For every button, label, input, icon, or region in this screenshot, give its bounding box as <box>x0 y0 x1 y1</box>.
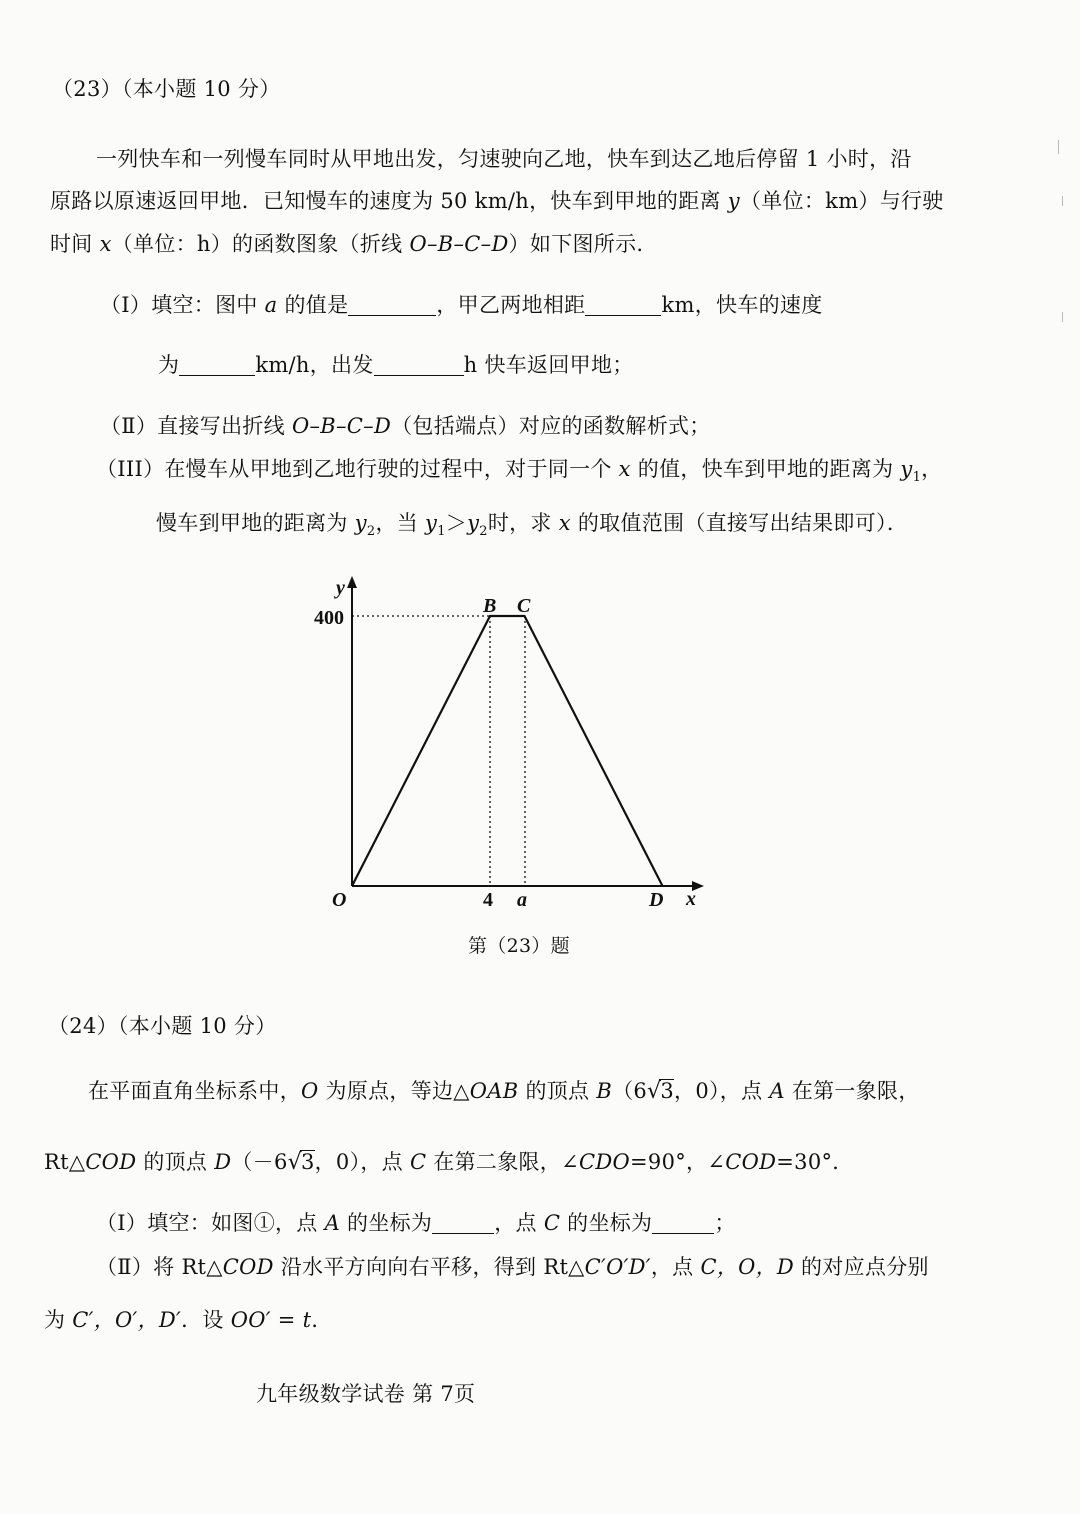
q24-part1-text-a: （Ⅰ）填空：如图①，点 <box>96 1211 325 1235</box>
q23-p3-polyline: O–B–C–D <box>409 232 509 256</box>
q23-part3-var-x: x <box>618 457 631 481</box>
sqrt-radicand: 3 <box>660 1079 675 1103</box>
q24-part1-text-d: 的坐标为 <box>560 1211 653 1235</box>
q24-paragraph-line-1 <box>88 1076 920 1107</box>
q23-part3-cmp-y1: y <box>425 511 438 535</box>
q24-p1-text-b: 为原点，等边△ <box>318 1079 470 1103</box>
q23-part3-cmp-sub-2: 2 <box>479 524 488 539</box>
point-d-label: D <box>649 889 664 911</box>
q23-part2-rest: （包括端点）对应的函数解析式； <box>391 414 711 438</box>
q24-triangle-cod: COD <box>85 1150 137 1174</box>
q23-p3-var-x: x <box>99 232 112 256</box>
q23-p2-text-b: （单位：km）与行驶 <box>739 189 944 213</box>
q24-part2-text-e: 为 <box>44 1308 73 1332</box>
q24-p2-text-d: ，0），点 <box>314 1150 410 1174</box>
polyline-o-b-c-d <box>352 616 663 886</box>
sqrt-symbol: √ <box>647 1079 662 1104</box>
q23-part3-var-y2: y <box>354 511 367 535</box>
q24-part2-text-g: = <box>270 1308 303 1332</box>
q23-part3-text-d: 的取值范围（直接写出结果即可）． <box>570 511 909 535</box>
q24-part2-text-f: ．设 <box>181 1308 231 1332</box>
scan-mark <box>1058 140 1059 154</box>
q24-p2-text-a: Rt△ <box>44 1150 86 1174</box>
q23-part3-text-b: ，当 <box>375 511 426 535</box>
q24-part2-oo-prime: OO′ <box>230 1308 271 1332</box>
q23-p2-text-a: 原路以原速返回甲地．已知慢车的速度为 50 km/h，快车到甲地的距离 <box>50 189 728 213</box>
q24-var-d: D <box>214 1150 232 1174</box>
q24-p1-text-d: （6 <box>612 1079 648 1103</box>
q23-part1-text-3: km，快车的速度 <box>661 293 823 317</box>
y-axis-label: y <box>336 577 345 599</box>
q24-part1-text-e: ； <box>714 1211 736 1235</box>
q24-part1-var-a: A <box>324 1211 341 1235</box>
q23-paragraph-line-1: 一列快车和一列慢车同时从甲地出发，匀速驶向乙地，快车到达乙地后停留 1 小时，沿 <box>96 147 912 171</box>
q24-var-o: O <box>301 1079 319 1103</box>
q24-part2-triangle-prime: C′O′D′ <box>584 1255 651 1279</box>
q23-p3-text-c: ）如下图所示. <box>508 232 644 256</box>
q24-part2-text-a: （Ⅱ）将 Rt△ <box>96 1255 223 1279</box>
q23-part1-label: （Ⅰ）填空：图中 <box>100 293 265 317</box>
q24-header: （24）（本小题 10 分） <box>48 1014 277 1038</box>
q24-p1-text-f: 在第一象限， <box>784 1079 920 1103</box>
q23-p2-var-y: y <box>727 189 740 213</box>
q24-part2-line-2 <box>44 1305 333 1335</box>
q23-p3-text-a: 时间 <box>50 232 100 256</box>
q23-part1-var-a: a <box>264 293 278 317</box>
q24-part2-line-1 <box>96 1252 929 1282</box>
point-b-label: B <box>483 595 497 617</box>
q24-p2-text-f: =90°，∠ <box>630 1150 726 1174</box>
q24-p2-text-g: =30°． <box>776 1150 854 1174</box>
q23-part3-text-c: 时，求 <box>487 511 559 535</box>
q24-triangle-oab: OAB <box>469 1079 519 1103</box>
sqrt-radicand-2: 3 <box>300 1150 315 1174</box>
x-axis-label: x <box>686 888 696 910</box>
q23-part3-sub-2: 2 <box>366 524 376 539</box>
q24-paragraph-line-2 <box>44 1147 854 1178</box>
q24-part1-text-b: 的坐标为 <box>340 1211 433 1235</box>
q24-part2-text-c: ，点 <box>650 1255 701 1279</box>
q23-part1-text-4: 为 <box>158 353 180 377</box>
q24-p2-text-b: 的顶点 <box>136 1150 215 1174</box>
q23-part3-cmp-y2: y <box>467 511 480 535</box>
scan-mark <box>1062 196 1063 206</box>
q24-part1-text-c: ，点 <box>494 1211 544 1235</box>
q24-var-b: B <box>596 1079 613 1103</box>
q23-part1-text-5: km/h，出发 <box>255 353 374 377</box>
point-c-label: C <box>517 595 531 617</box>
q24-part2-text-d: 的对应点分别 <box>794 1255 929 1279</box>
q24-part2-prime-points: C′，O′，D′ <box>72 1308 182 1332</box>
q23-header: （23）（本小题 10 分） <box>52 77 281 101</box>
scan-mark <box>1062 312 1063 322</box>
q23-part3-var-x2: x <box>558 511 571 535</box>
figure-caption: 第（23）题 <box>468 935 570 957</box>
q24-part2-text-h: ． <box>311 1308 333 1332</box>
q24-angle-cdo: CDO <box>579 1150 631 1174</box>
q24-p1-text-c: 的顶点 <box>518 1079 597 1103</box>
q24-var-c: C <box>409 1150 427 1174</box>
q23-part1-text-2: ，甲乙两地相距 <box>436 293 586 317</box>
q24-angle-cod: COD <box>725 1150 777 1174</box>
q24-part1-var-c: C <box>543 1211 561 1235</box>
y-tick-400: 400 <box>314 607 344 629</box>
q24-part2-text-b: 沿水平方向向右平移，得到 Rt△ <box>273 1255 585 1279</box>
q24-var-a: A <box>769 1079 785 1103</box>
q23-part3-label: （III）在慢车从甲地到乙地行驶的过程中，对于同一个 <box>96 457 619 481</box>
q23-p3-text-b: （单位：h）的函数图象（折线 <box>111 232 410 256</box>
q24-part1 <box>96 1208 736 1238</box>
answer-blank-point-a[interactable] <box>432 1211 494 1234</box>
q23-part2-label: （Ⅱ）直接写出折线 <box>100 414 292 438</box>
origin-label: O <box>332 889 347 911</box>
x-tick-a: a <box>517 889 527 911</box>
q24-p2-text-c: （－6 <box>231 1150 288 1174</box>
page-footer: 九年级数学试卷 第 7页 <box>256 1382 476 1406</box>
q23-part3-text-a: 慢车到甲地的距离为 <box>156 511 355 535</box>
q23-part2-polyline: O–B–C–D <box>291 414 392 438</box>
q24-part2-points: C，O，D <box>700 1255 795 1279</box>
sqrt-symbol-2: √ <box>287 1150 302 1175</box>
q23-part3-gt: ＞ <box>445 511 468 535</box>
q23-part1-text-1: 的值是 <box>277 293 349 317</box>
q23-part3-sub-1: 1 <box>912 470 922 485</box>
x-tick-4: 4 <box>483 889 493 911</box>
q24-part2-var-t: t <box>302 1308 312 1332</box>
q24-p1-text-a: 在平面直角坐标系中， <box>88 1079 301 1103</box>
y-axis-arrow <box>347 576 357 588</box>
answer-blank-point-c[interactable] <box>652 1211 714 1234</box>
q23-part1-text-6: h 快车返回甲地； <box>463 353 634 377</box>
q23-part3-var-y1: y <box>900 457 913 481</box>
q23-part3-mid: 的值，快车到甲地的距离为 <box>630 457 901 481</box>
q24-part2-triangle-cod: COD <box>222 1255 274 1279</box>
q24-p1-text-e: ，0），点 <box>674 1079 770 1103</box>
q24-p2-text-e: 在第二象限，∠ <box>426 1150 579 1174</box>
q23-part3-comma: ， <box>921 457 943 481</box>
q23-part3-cmp-sub-1: 1 <box>437 524 446 539</box>
